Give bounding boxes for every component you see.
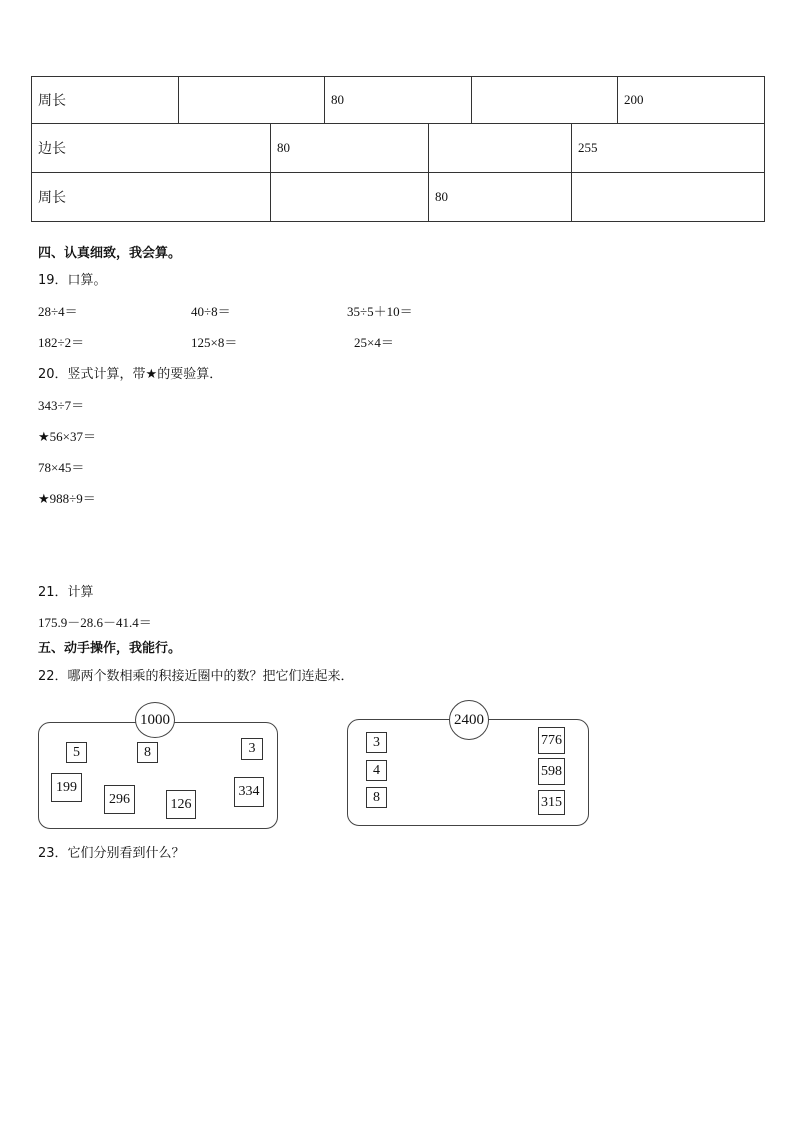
table-cell: 200 [618,77,765,124]
section-heading: 四、认真细致，我会算。 [38,246,182,261]
table-cell-label: 边长 [32,124,271,173]
question-title: 22．哪两个数相乘的积接近圈中的数？把它们连起来． [38,669,354,684]
table-cell: 80 [271,124,429,173]
number-box[interactable]: 598 [538,758,565,785]
target-circle: 1000 [135,702,175,738]
number-box[interactable]: 5 [66,742,87,763]
calc-item: 25×4＝ [354,335,394,350]
table-cell [429,124,572,173]
calc-item: 28÷4＝ [38,304,78,319]
table-cell-label: 周长 [32,173,271,222]
perimeter-table-bottom [31,123,765,222]
calc-item: 78×45＝ [38,460,85,475]
number-box[interactable]: 315 [538,790,565,815]
table-cell [472,77,618,124]
number-box[interactable]: 8 [137,742,158,763]
number-box[interactable]: 3 [241,738,263,760]
number-box[interactable]: 296 [104,785,135,814]
table-cell: 80 [429,173,572,222]
calc-item: 125×8＝ [191,335,238,350]
table-row [32,77,765,124]
section-heading: 五、动手操作，我能行。 [38,641,182,656]
table-cell [572,173,765,222]
calc-item: 182÷2＝ [38,335,85,350]
number-box[interactable]: 126 [166,790,196,819]
question-title: 21．计算 [38,585,94,600]
number-box[interactable]: 8 [366,787,387,808]
calc-item: ★988÷9＝ [38,491,96,506]
number-box[interactable]: 334 [234,777,264,807]
number-box[interactable]: 776 [538,727,565,754]
table-cell [179,77,325,124]
number-box[interactable]: 199 [51,773,82,802]
table-cell [271,173,429,222]
table-cell: 255 [572,124,765,173]
calc-item: 343÷7＝ [38,398,85,413]
calc-item: 40÷8＝ [191,304,231,319]
target-circle: 2400 [449,700,489,740]
table-cell-label: 周长 [32,77,179,124]
perimeter-table-top [31,76,765,124]
question-title: 23．它们分别看到什么？ [38,846,185,861]
table-cell: 80 [325,77,472,124]
number-box[interactable]: 4 [366,760,387,781]
question-title: 19．口算。 [38,273,107,288]
calc-item: 35÷5＋10＝ [347,304,413,319]
question-title: 20．竖式计算，带★的要验算． [38,367,223,382]
calc-item: 175.9－28.6－41.4＝ [38,615,152,630]
number-box[interactable]: 3 [366,732,387,753]
table-row [32,124,765,173]
table-row [32,173,765,222]
calc-item: ★56×37＝ [38,429,96,444]
